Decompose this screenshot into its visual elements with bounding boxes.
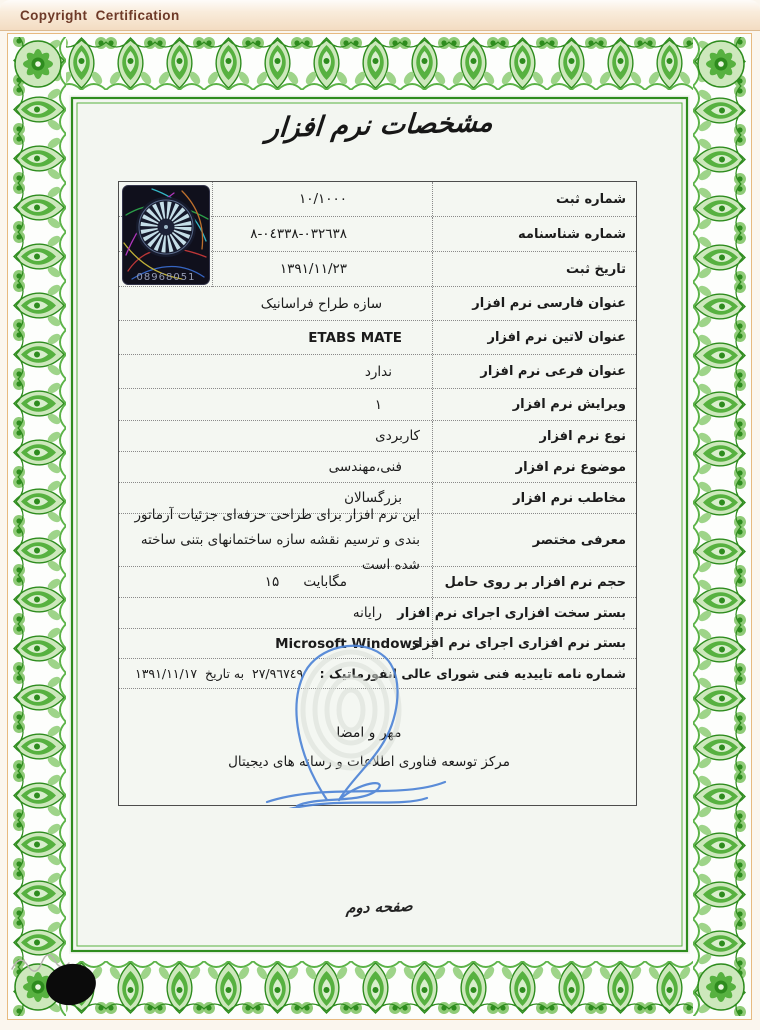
header-title: Copyright Certification: [20, 7, 180, 23]
field-label: حجم نرم افزار بر روی حامل: [432, 567, 636, 597]
issuing-org-name: مرکز توسعه فناوری اطلاعات و رسانه های دیجیتال: [228, 754, 510, 770]
size-value: ۱۵: [264, 574, 280, 590]
approval-date-label: به تاریخ: [205, 666, 245, 681]
field-value: ۸-۰٤۳۳۸-۰۳۲٦۳۸: [250, 226, 347, 242]
page-number-label: صفحه دوم: [345, 896, 414, 918]
field-label: عنوان فرعی نرم افزار: [432, 355, 636, 388]
field-label: تاریخ ثبت: [432, 252, 636, 286]
hologram-serial: 08968051: [136, 272, 196, 283]
field-value: ۱۰/۱۰۰۰: [298, 191, 347, 207]
field-value: [119, 567, 432, 597]
table-row: [119, 389, 636, 421]
spec-table: [118, 181, 637, 806]
signature-block: [219, 725, 519, 770]
field-value: رایانه: [352, 605, 382, 621]
field-label: ویرایش نرم افزار: [432, 389, 636, 420]
approval-date: ۱۳۹۱/۱۱/۱۷: [135, 666, 198, 681]
table-row: [119, 321, 636, 355]
field-value: ۱: [374, 396, 382, 413]
field-label: شماره شناسنامه: [432, 217, 636, 251]
field-value: کاربردی: [375, 428, 420, 444]
hologram-icon: [122, 185, 210, 285]
field-label: شماره ثبت: [432, 182, 636, 216]
field-value: این نرم افزار برای طراحی حرفه‌ای جزئیات آرماتور بندی و ترسیم نقشه سازه ساختمانهای بتنی ساخته شده است: [134, 506, 420, 573]
field-label: مخاطب نرم افزار: [432, 483, 636, 513]
table-row: [119, 452, 636, 483]
field-value: فنی،مهندسی: [328, 459, 402, 475]
field-label: موضوع نرم افزار: [432, 452, 636, 482]
table-row: [119, 598, 636, 629]
field-value: ۱۳۹۱/۱۱/۲۳: [279, 261, 347, 277]
hologram-sticker: [122, 185, 210, 289]
seal-caption: مهر و امضا: [336, 725, 402, 741]
field-label: معرفی مختصر: [432, 514, 636, 566]
field-value: ETABS MATE: [308, 329, 402, 346]
size-unit: مگابایت: [303, 574, 347, 590]
field-label: بستر سخت افزاری اجرای نرم افزار: [432, 598, 636, 628]
table-row: [119, 629, 636, 659]
field-label: عنوان فارسی نرم افزار: [432, 287, 636, 320]
certificate-title: مشخصات نرم افزار: [264, 106, 495, 145]
field-label: عنوان لاتین نرم افزار: [432, 321, 636, 354]
field-label: بستر نرم افزاری اجرای نرم افزار: [432, 629, 636, 658]
table-row: [119, 567, 636, 598]
table-row: [119, 506, 636, 573]
field-value: بزرگسالان: [344, 490, 402, 506]
field-label: نوع نرم افزار: [432, 421, 636, 451]
field-value: سازه طراح فراسانیک: [260, 295, 382, 312]
approval-row: [119, 659, 636, 689]
certificate-sheet: [7, 33, 752, 1020]
field-value: ندارد: [364, 363, 392, 380]
approval-number: ۲۷/۹٦۷٤۹: [251, 666, 304, 681]
approval-label: شماره نامه تاییدیه فنی شورای عالی انفورماتیک : ۲۷/۹٦۷٤۹: [251, 666, 626, 681]
table-row: [119, 287, 636, 321]
field-value: Microsoft Windows: [275, 635, 420, 652]
table-row: [119, 355, 636, 389]
hologram-divider: [212, 182, 213, 287]
header-bar: [0, 0, 760, 31]
signature-row: [119, 689, 636, 805]
table-row: [119, 421, 636, 452]
